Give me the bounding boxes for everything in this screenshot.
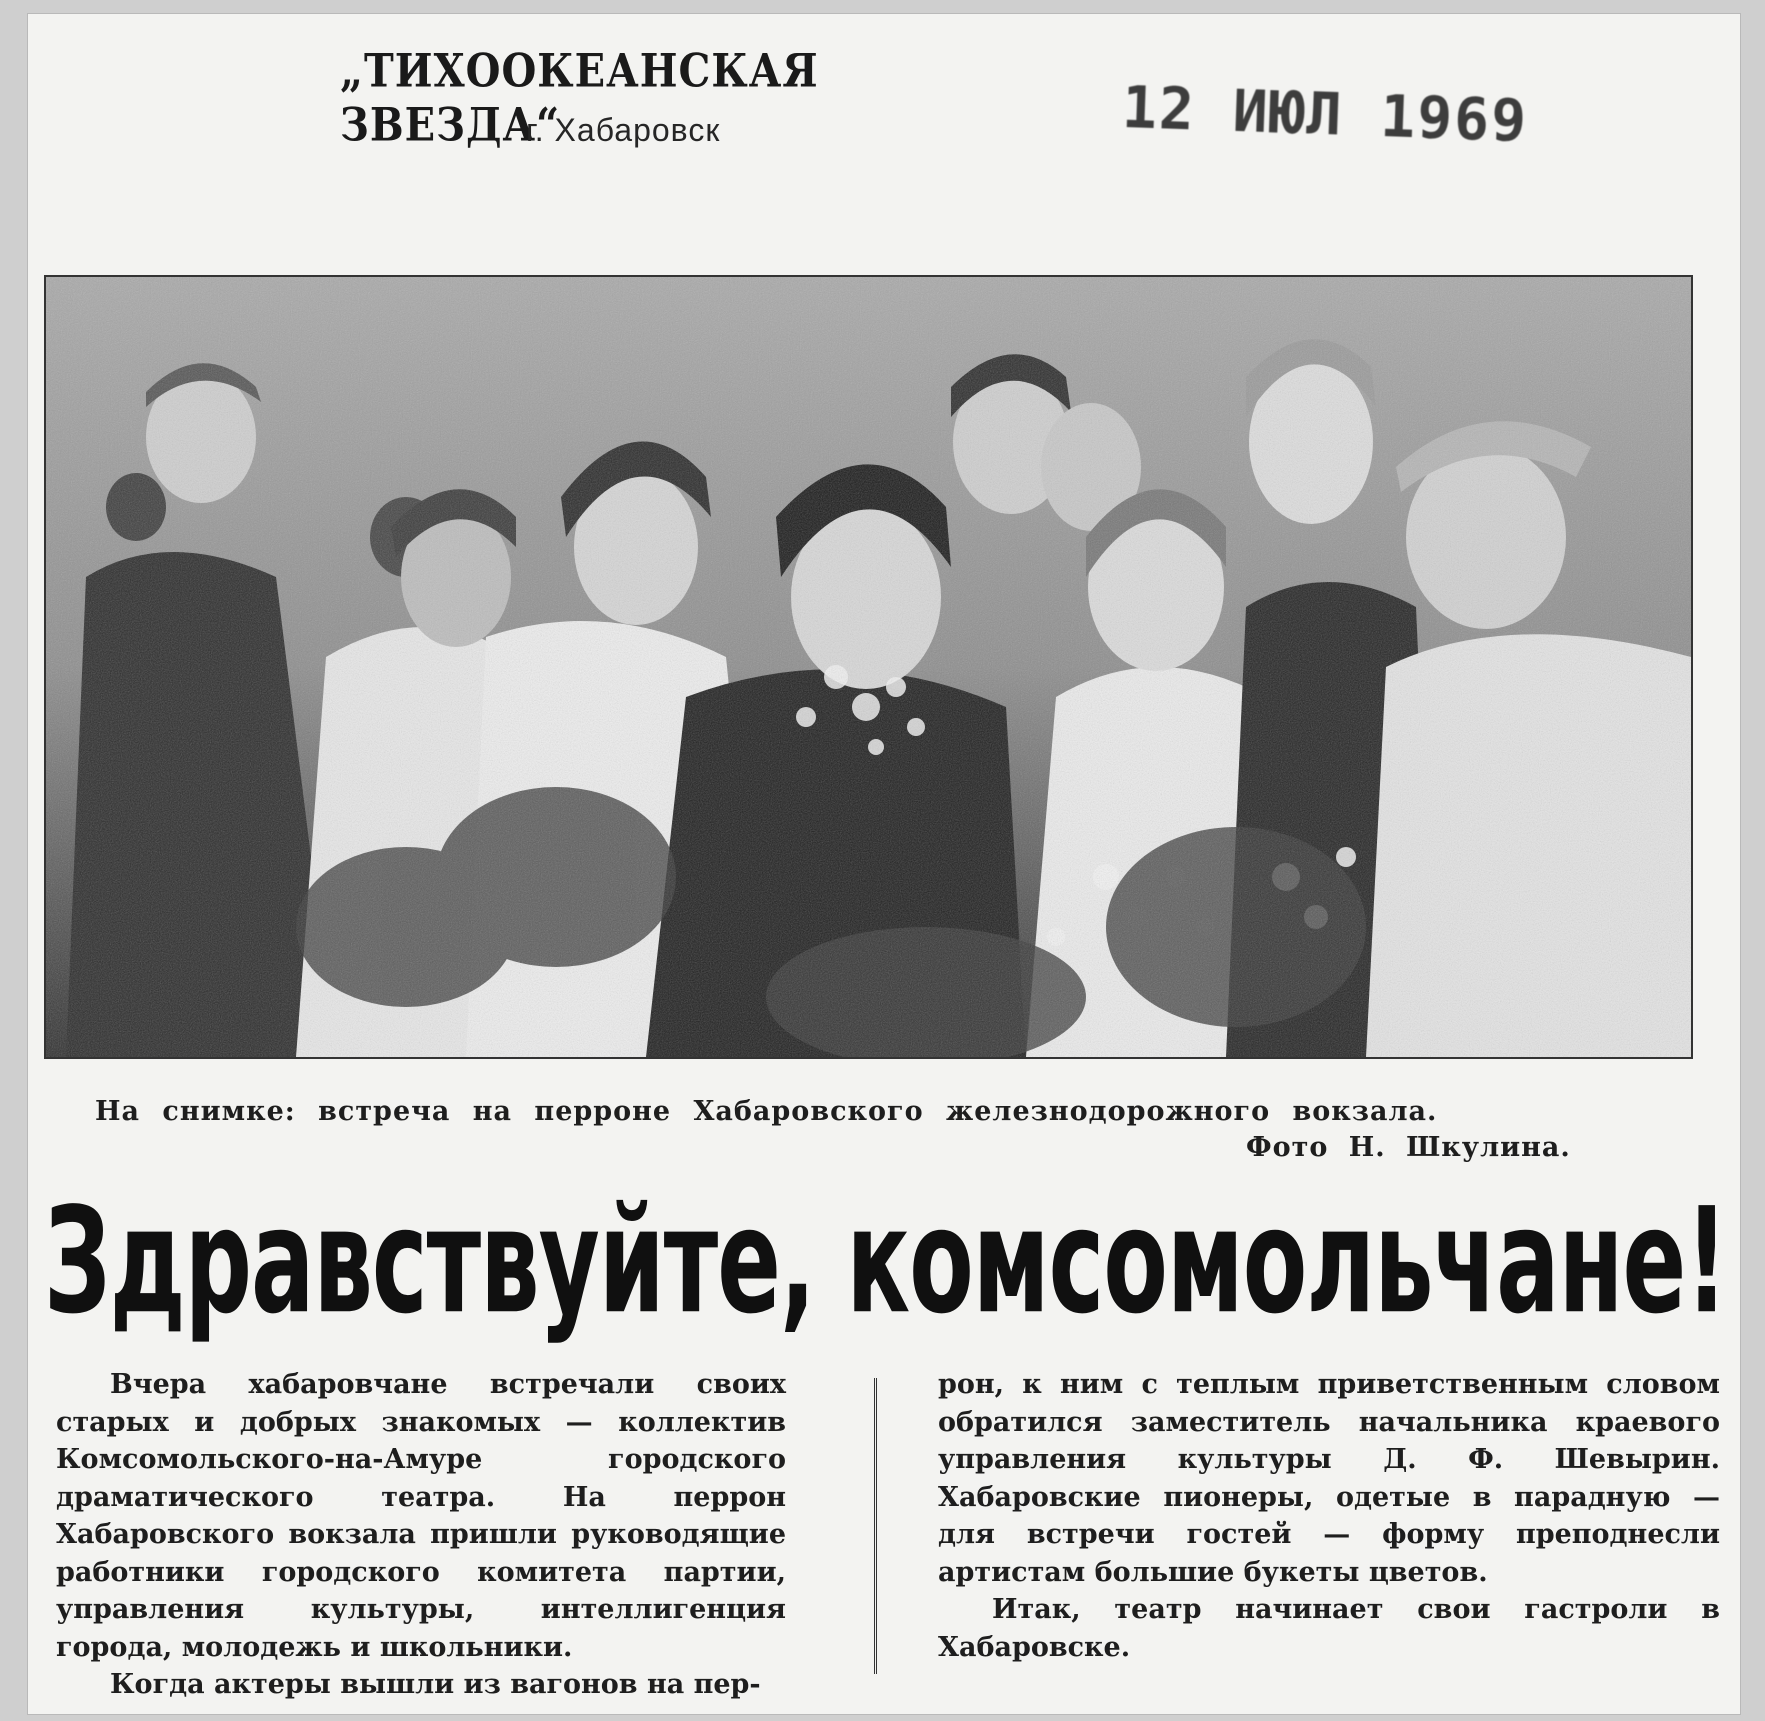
photo-credit: Фото Н. Шкулина. [1246,1132,1571,1163]
article-paragraph: рон, к ним с теплым приветственным словом обратился заместитель начальника краевого управления культуры Д. Ф. Шевырин. Хабаровские пионеры, одетые в парадную — для встречи гостей — форму преподнесли артистам большие букеты цветов. [938,1369,1720,1588]
date-stamp: 12 ИЮЛ 1969 [1120,72,1530,156]
newspaper-title: „ТИХООКЕАНСКАЯ ЗВЕЗДА“ [340,44,819,153]
article-column-left [56,1366,786,1704]
article-paragraph: Итак, театр начинает свои гастроли в Хабаровске. [938,1594,1720,1663]
article-headline: Здравствуйте, комсомольчане! [44,1178,1728,1347]
article-paragraph: Когда актеры вышли из вагонов на пер- [110,1669,761,1700]
news-photo [44,275,1693,1059]
photo-illustration [46,277,1691,1057]
article-paragraph: Вчера хабаровчане встречали своих старых и добрых знакомых — коллектив Комсомольского-на-Амуре городского драматического театра. На перрон Хабаровского вокзала пришли руководящие работники городского комитета партии, управления культуры, интеллигенция города, молодежь и школьники. [56,1369,786,1663]
article-column-right [938,1366,1720,1666]
newspaper-city: г. Хабаровск [526,112,721,148]
photo-caption: На снимке: встреча на перроне Хабаровского железнодорожного вокзала. [95,1096,1438,1127]
column-divider [874,1378,877,1674]
